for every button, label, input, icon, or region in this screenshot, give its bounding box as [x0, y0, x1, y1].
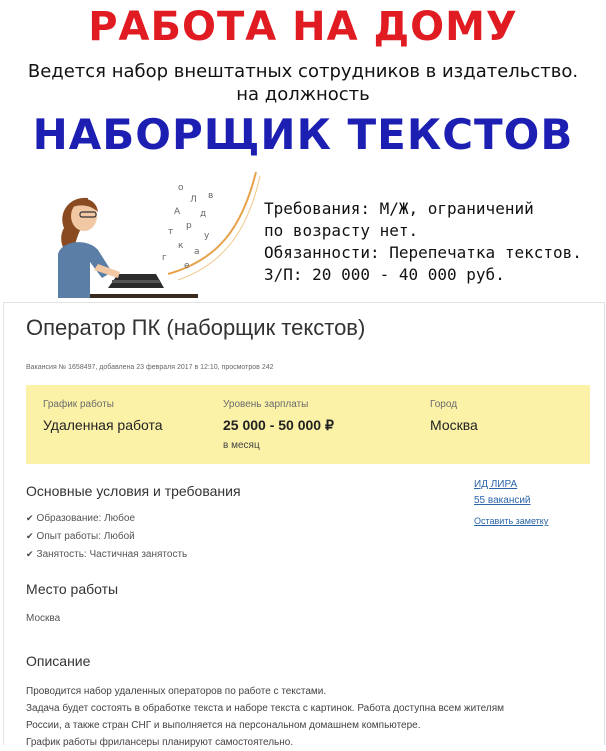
banner-requirements — [264, 198, 606, 286]
description-line: Задача будет состоять в обработке текста и наборе текста с картинок. Работа доступна всем жителям — [26, 703, 504, 714]
schedule-value: Удаленная работа — [43, 417, 163, 433]
ad-banner — [0, 0, 606, 300]
schedule-block — [43, 399, 163, 433]
svg-text:е: е — [184, 261, 190, 271]
city-label: Город — [430, 399, 458, 410]
description-line: Проводится набор удаленных операторов по работе с текстами. — [26, 686, 327, 697]
city-value: Москва — [430, 417, 478, 433]
description-line: График работы фрилансеры планируют самостоятельно. — [26, 737, 294, 748]
check-icon: ✔ — [26, 513, 34, 523]
description-text — [26, 683, 606, 751]
vacancies-link[interactable]: 55 вакансий — [474, 495, 531, 506]
svg-text:г: г — [162, 253, 167, 263]
banner-intro-line2: на должность — [236, 84, 370, 105]
svg-text:р: р — [186, 221, 192, 231]
salary-block — [223, 399, 334, 451]
leave-note-link[interactable]: Оставить заметку — [474, 516, 549, 526]
svg-text:Л: Л — [190, 195, 197, 205]
vacancy-card — [3, 302, 605, 748]
vacancy-title: Оператор ПК (наборщик текстов) — [26, 315, 366, 340]
banner-role-title: НАБОРЩИК ТЕКСТОВ — [32, 110, 574, 159]
requirement-line: Обязанности: Перепечатка текстов. — [264, 243, 582, 262]
company-link[interactable]: ИД ЛИРА — [474, 479, 518, 490]
salary-label: Уровень зарплаты — [223, 399, 309, 410]
company-links — [474, 477, 548, 529]
workplace-value: Москва — [26, 613, 61, 624]
svg-text:а: а — [194, 247, 200, 257]
svg-text:у: у — [204, 231, 210, 241]
svg-text:т: т — [168, 227, 174, 237]
schedule-label: График работы — [43, 399, 114, 410]
banner-intro-line1: Ведется набор внештатных сотрудников в издательство. — [27, 61, 579, 82]
city-block — [430, 399, 478, 433]
banner-intro — [0, 60, 606, 106]
description-line: России, а также стран СНГ и выполняется на персональном домашнем компьютере. — [26, 720, 421, 731]
svg-text:д: д — [200, 209, 207, 219]
typist-illustration — [28, 168, 268, 304]
svg-text:о: о — [178, 183, 184, 193]
svg-text:А: А — [174, 207, 181, 217]
condition-item: ✔ Опыт работы: Любой — [26, 531, 135, 542]
check-icon: ✔ — [26, 549, 34, 559]
vacancy-meta: Вакансия № 1658497, добавлена 23 февраля 2017 в 12:10, просмотров 242 — [26, 364, 274, 371]
conditions-heading: Основные условия и требования — [26, 483, 241, 499]
svg-text:к: к — [178, 241, 184, 251]
conditions-list — [26, 513, 187, 567]
salary-period: в месяц — [223, 440, 260, 451]
banner-headline: РАБОТА НА ДОМУ — [88, 4, 518, 50]
condition-item: ✔ Образование: Любое — [26, 513, 135, 524]
check-icon: ✔ — [26, 531, 34, 541]
description-heading: Описание — [26, 653, 91, 669]
salary-value: 25 000 - 50 000 ₽ — [223, 417, 334, 433]
requirement-line: по возрасту нет. — [264, 221, 419, 240]
workplace-heading: Место работы — [26, 581, 119, 597]
svg-text:в: в — [208, 191, 214, 201]
condition-item: ✔ Занятость: Частичная занятость — [26, 549, 188, 560]
requirement-line: З/П: 20 000 - 40 000 руб. — [264, 265, 505, 284]
requirement-line: Требования: М/Ж, ограничений — [264, 199, 534, 218]
vacancy-summary-box — [26, 385, 590, 464]
